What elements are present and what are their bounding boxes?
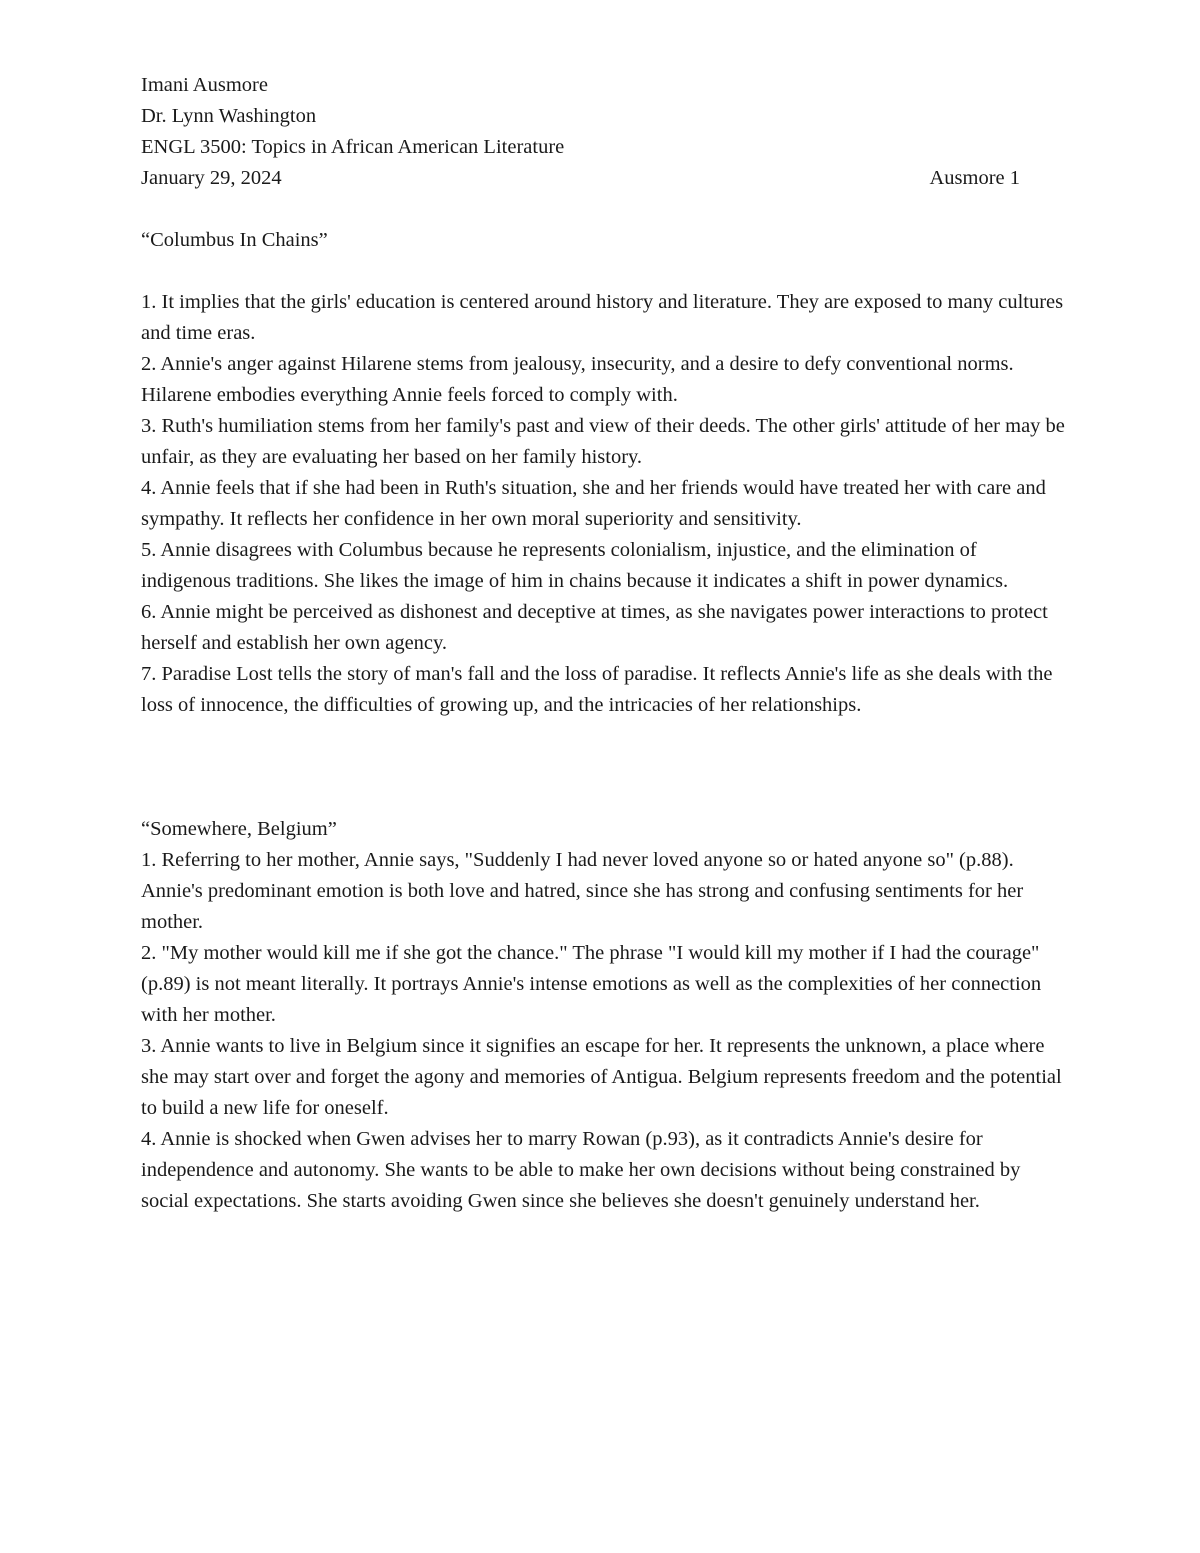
answer-item: 1. Referring to her mother, Annie says, "Suddenly I had never loved anyone so or hated anyone so" (p.88). Annie's predominant emotion is both love and hatred, since she has strong and confusing sentiments for her mother. [141,849,1024,933]
answer-item: 4. Annie is shocked when Gwen advises her to marry Rowan (p.93), as it contradicts Annie's desire for independence and autonomy. She wants to be able to make her own decisions without being constrained by social expectations. She starts avoiding Gwen since she believes she doesn't genuinely understand her. [141,1128,1021,1212]
course-title: ENGL 3500: Topics in African American Literature [141,136,565,158]
section-belgium-answers [141,845,1066,1217]
answer-item: 3. Annie wants to live in Belgium since it signifies an escape for her. It represents the unknown, a place where she may start over and forget the agony and memories of Antigua. Belgium represents freedom and the potential to build a new life for oneself. [141,1035,1062,1119]
section-gap [141,721,1066,814]
answer-item: 2. "My mother would kill me if she got the chance." The phrase "I would kill my mother if I had the courage" (p.89) is not meant literally. It portrays Annie's intense emotions as well as the complexities of her connection with her mother. [141,942,1042,1026]
answer-item: 4. Annie feels that if she had been in Ruth's situation, she and her friends would have treated her with care and sympathy. It reflects her confidence in her own moral superiority and sensitivity. [141,477,1046,530]
section-title-columbus: “Columbus In Chains” [141,229,328,251]
answer-item: 5. Annie disagrees with Columbus because he represents colonialism, injustice, and the elimination of indigenous traditions. She likes the image of him in chains because it indicates a shift in power dynamics. [141,539,1009,592]
page-number-label: Ausmore 1 [929,167,1020,189]
document-page [141,70,1066,1217]
answer-item: 6. Annie might be perceived as dishonest and deceptive at times, as she navigates power interactions to protect herself and establish her own agency. [141,601,1048,654]
section-title-belgium: “Somewhere, Belgium” [141,818,337,840]
answer-item: 3. Ruth's humiliation stems from her family's past and view of their deeds. The other girls' attitude of her may be unfair, as they are evaluating her based on her family history. [141,415,1065,468]
section-columbus-answers [141,287,1066,721]
answer-item: 7. Paradise Lost tells the story of man's fall and the loss of paradise. It reflects Annie's life as she deals with the loss of innocence, the difficulties of growing up, and the intricacies of her relationships. [141,663,1053,716]
answer-item: 1. It implies that the girls' education is centered around history and literature. They are exposed to many cultures and time eras. [141,291,1064,344]
date-row [141,163,1020,194]
instructor-name: Dr. Lynn Washington [141,105,317,127]
author-name: Imani Ausmore [141,74,268,96]
blank-line [141,256,1066,287]
document-date: January 29, 2024 [141,167,282,189]
answer-item: 2. Annie's anger against Hilarene stems from jealousy, insecurity, and a desire to defy conventional norms. Hilarene embodies everything Annie feels forced to comply with. [141,353,1014,406]
